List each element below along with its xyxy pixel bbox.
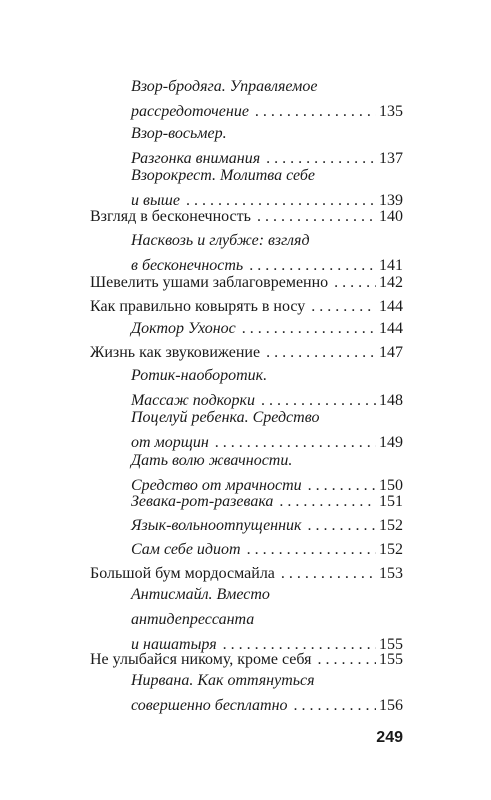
toc-page-number: 144 (379, 320, 403, 337)
toc-page-number: 144 (379, 298, 403, 315)
toc-entry-title-line: Нирвана. Как оттянуться (131, 672, 315, 689)
toc-page-number: 135 (379, 103, 403, 120)
toc-entry (90, 270, 403, 295)
dot-leader (334, 270, 376, 295)
toc-entry-title: от морщин (131, 434, 209, 451)
toc-entry-title-line: Насквозь и глубже: взгляд (131, 232, 310, 249)
toc-entry (131, 537, 403, 562)
toc-page-number: 151 (379, 493, 403, 510)
toc-entry (131, 74, 403, 124)
toc-entry (131, 582, 403, 657)
toc-entry-title: и выше (131, 192, 180, 209)
toc-page-number: 152 (379, 541, 403, 558)
toc-entry (90, 204, 403, 229)
toc-entry-title-line: Дать волю жвачности. (131, 452, 293, 469)
toc-page-number: 153 (379, 565, 403, 582)
dot-leader (308, 513, 376, 538)
toc-entry-title: Взгляд в бесконечность (90, 208, 251, 225)
toc-entry (131, 489, 403, 514)
toc-entry-title: совершенно бесплатно (131, 697, 288, 714)
toc-entry-title-line: Взорокрест. Молитва себе (131, 167, 316, 184)
toc-entry-title-line: антидепрессанта (131, 611, 255, 628)
toc-page-number: 150 (379, 477, 403, 494)
toc-page-number: 155 (379, 636, 403, 653)
toc-entry-title-line: Поцелуй ребенка. Средство (131, 409, 320, 426)
dot-leader (279, 489, 376, 514)
toc-page-number: 142 (379, 274, 403, 291)
toc-entry-title-line: Взор-бродяга. Управляемое (131, 78, 318, 95)
toc-entry-title-line: Ротик-наоборотик. (131, 367, 268, 384)
toc-entry-title: Зевака-рот-разевака (131, 493, 274, 510)
toc-entry-title: Разгонка внимания (131, 150, 261, 167)
toc-entry-title: Как правильно ковырять в носу (90, 298, 306, 315)
toc-entry-title: Доктор Ухонос (131, 320, 236, 337)
toc-entry-title: Жизнь как звуковижение (90, 344, 261, 361)
toc-entry-title-line: Взор-восьмер. (131, 125, 227, 142)
toc-page-number: 139 (379, 192, 403, 209)
toc-page-number: 137 (379, 150, 403, 167)
toc-entry-title: Средство от мрачности (131, 477, 302, 494)
dot-leader (266, 340, 376, 365)
toc-entry-title: и нашатыря (131, 636, 217, 653)
toc-entry-title: Большой бум мордосмайла (90, 565, 275, 582)
toc-page-number: 140 (379, 208, 403, 225)
toc-page-number: 149 (379, 434, 403, 451)
dot-leader (294, 693, 376, 718)
toc-entry-title: в бесконечность (131, 257, 244, 274)
toc-entry (90, 340, 403, 365)
dot-leader (247, 537, 376, 562)
toc-entry-title: Шевелить ушами заблаговременно (90, 274, 329, 291)
toc-entry-title: Массаж подкорки (131, 392, 256, 409)
toc-page-number: 147 (379, 344, 403, 361)
toc-entry (131, 316, 403, 341)
toc-entry-title-line: Антисмайл. Вместо (131, 586, 270, 603)
dot-leader (257, 204, 376, 229)
toc-entry-title: рассредоточение (131, 103, 249, 120)
toc-page-number: 152 (379, 517, 403, 534)
toc-entry (131, 513, 403, 538)
toc-page-number: 156 (379, 697, 403, 714)
toc-entry-title: Сам себе идиот (131, 541, 241, 558)
toc-page-number: 155 (379, 651, 403, 668)
toc-page-number: 148 (379, 392, 403, 409)
toc-entry-title: Язык-вольноотпущенник (131, 517, 302, 534)
toc-entry (131, 668, 403, 718)
toc-entry-title: Не улыбайся никому, кроме себя (90, 651, 312, 668)
dot-leader (242, 316, 376, 341)
toc-page-number: 141 (379, 257, 403, 274)
page-number: 249 (376, 729, 403, 746)
